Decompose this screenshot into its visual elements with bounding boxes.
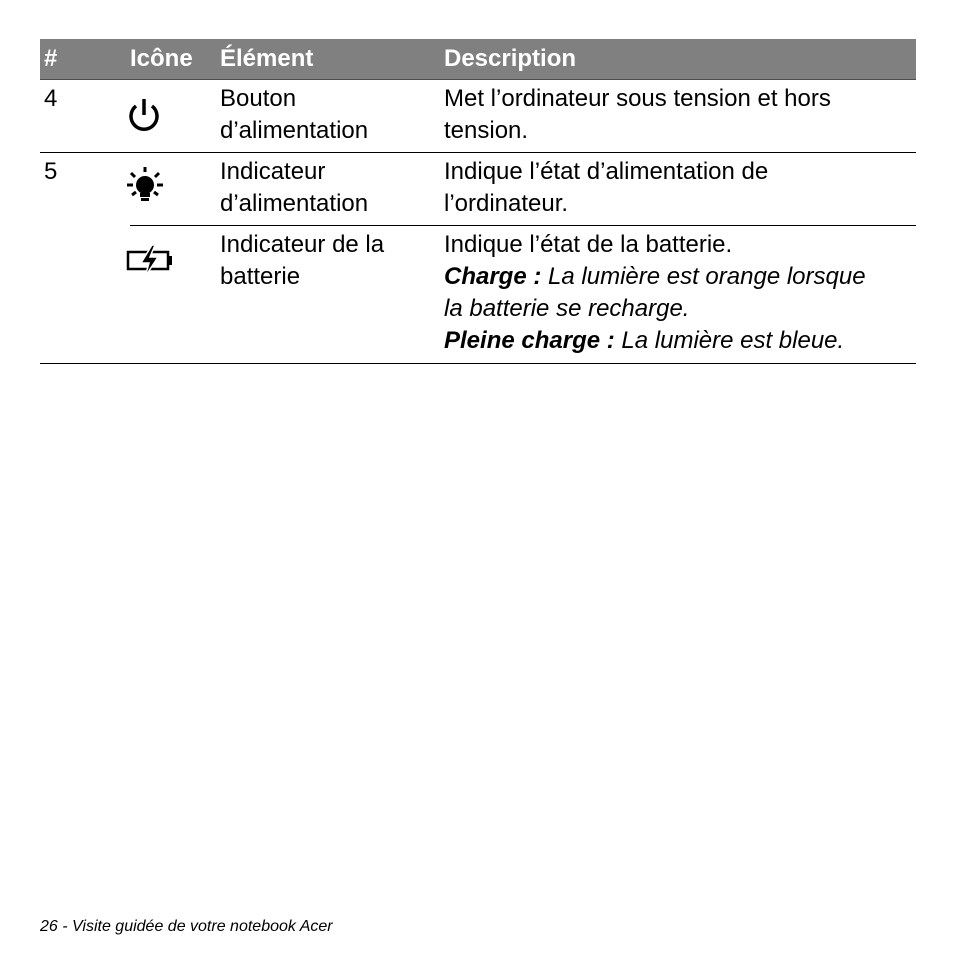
description-line: l’ordinateur. bbox=[444, 190, 569, 217]
row-number: 5 bbox=[44, 158, 58, 185]
row-icon-cell bbox=[130, 80, 220, 152]
power-indicator-light-icon bbox=[120, 163, 170, 213]
row-number: 4 bbox=[44, 85, 58, 112]
element-line: d’alimentation bbox=[220, 190, 369, 217]
row-element bbox=[220, 153, 444, 226]
header-element: Élément bbox=[220, 45, 314, 72]
table-row bbox=[40, 226, 916, 364]
full-charge-text: La lumière est bleue. bbox=[614, 327, 845, 354]
charge-line bbox=[444, 261, 916, 293]
element-line: Indicateur de la bbox=[220, 231, 385, 258]
description-line: tension. bbox=[444, 117, 529, 144]
header-description: Description bbox=[444, 45, 577, 72]
header-num: # bbox=[44, 45, 58, 72]
power-button-icon bbox=[122, 93, 166, 137]
table-header bbox=[40, 39, 916, 80]
row-element bbox=[220, 80, 444, 152]
full-charge-label: Pleine charge : bbox=[444, 327, 615, 354]
table-row bbox=[40, 80, 916, 153]
row-icon-cell bbox=[130, 153, 220, 226]
battery-charge-icon bbox=[126, 243, 176, 279]
table-row bbox=[40, 153, 916, 226]
description-line: Met l’ordinateur sous tension et hors bbox=[444, 85, 831, 112]
header-icon: Icône bbox=[130, 45, 193, 72]
description-line: Indique l’état d’alimentation de bbox=[444, 158, 769, 185]
charge-text: La lumière est orange lorsque bbox=[541, 263, 866, 290]
full-charge-line bbox=[444, 325, 916, 357]
charge-line-continued: la batterie se recharge. bbox=[444, 295, 690, 322]
description-line: Indique l’état de la batterie. bbox=[444, 231, 733, 258]
page-footer: 26 - Visite guidée de votre notebook Acer bbox=[40, 918, 333, 935]
row-icon-cell bbox=[130, 226, 220, 363]
component-table bbox=[40, 39, 916, 364]
element-line: Indicateur bbox=[220, 158, 326, 185]
row-element bbox=[220, 226, 444, 363]
row-divider bbox=[130, 225, 916, 226]
row-description bbox=[444, 80, 916, 152]
element-line: d’alimentation bbox=[220, 117, 369, 144]
row-number bbox=[40, 226, 130, 363]
row-description bbox=[444, 226, 916, 363]
element-line: Bouton bbox=[220, 85, 297, 112]
element-line: batterie bbox=[220, 263, 301, 290]
charge-label: Charge : bbox=[444, 263, 542, 290]
row-description bbox=[444, 153, 916, 226]
